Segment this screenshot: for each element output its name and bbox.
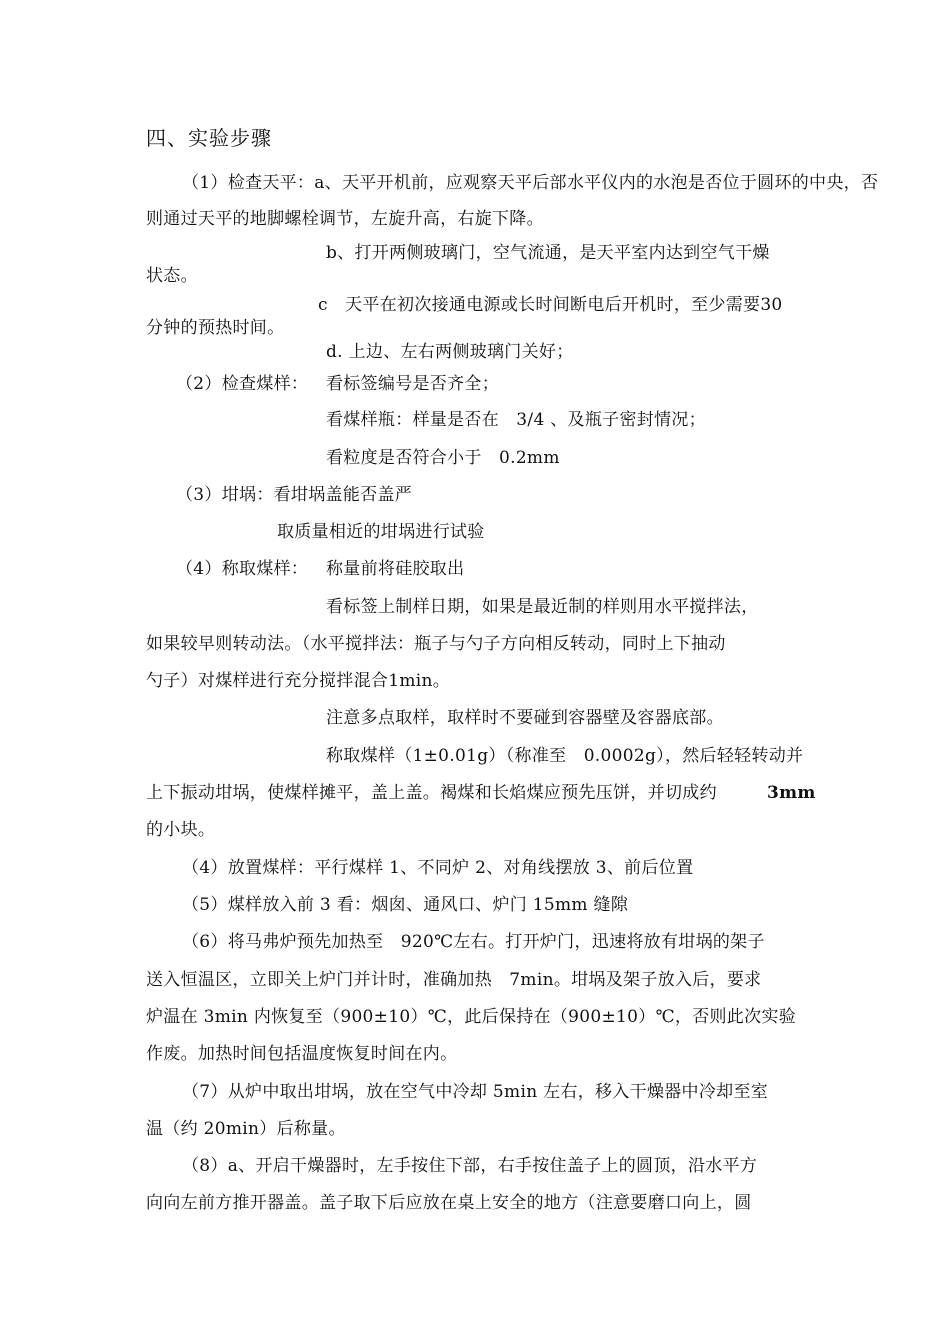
text-line: 炉温在 3min 内恢复至（900±10）℃，此后保持在（900±10）℃，否则此次实验 bbox=[146, 1007, 797, 1027]
text-line: b、打开两侧玻璃门，空气流通，是天平室内达到空气干燥 bbox=[326, 243, 770, 263]
text-line: （2）检查煤样： bbox=[176, 374, 309, 394]
text-line: 温（约 20min）后称量。 bbox=[146, 1119, 346, 1139]
text-line: （3）坩埚：看坩埚盖能否盖严 bbox=[176, 485, 413, 505]
text-line: d. 上边、左右两侧玻璃门关好； bbox=[326, 342, 574, 362]
text-line: 注意多点取样，取样时不要碰到容器壁及容器底部。 bbox=[326, 708, 724, 728]
text-line: 看煤样瓶：样量是否在 3/4 、及瓶子密封情况； bbox=[326, 410, 706, 430]
text-line: 看标签上制样日期，如果是最近制的样则用水平搅拌法， bbox=[326, 597, 759, 617]
text-line: （1）检查天平：a、天平开机前，应观察天平后部水平仪内的水泡是否位于圆环的中央，否 bbox=[182, 173, 879, 193]
text-line: 则通过天平的地脚螺栓调节，左旋升高，右旋下降。 bbox=[146, 209, 544, 229]
text-line: 看粒度是否符合小于 0.2mm bbox=[326, 448, 560, 468]
text-line: 称取煤样（1±0.01g）（称准至 0.0002g），然后轻轻转动并 bbox=[326, 746, 804, 766]
text-line: 送入恒温区，立即关上炉门并计时，准确加热 7min。坩埚及架子放入后，要求 bbox=[146, 970, 762, 990]
text-line: （7）从炉中取出坩埚，放在空气中冷却 5min 左右，移入干燥器中冷却至室 bbox=[182, 1082, 769, 1102]
text-line: 状态。 bbox=[146, 266, 198, 286]
text-line: 上下振动坩埚，使煤样摊平，盖上盖。褐煤和长焰煤应预先压饼，并切成约 bbox=[146, 783, 717, 803]
text-line: （6）将马弗炉预先加热至 920℃左右。打开炉门，迅速将放有坩埚的架子 bbox=[182, 932, 765, 952]
text-line: （4）称取煤样： bbox=[176, 559, 309, 579]
text-line: 看标签编号是否齐全； bbox=[326, 374, 499, 394]
text-line: c 天平在初次接通电源或长时间断电后开机时，至少需要30 bbox=[318, 295, 783, 315]
bold-measure: 3mm bbox=[767, 783, 816, 803]
text-line: 称量前将硅胶取出 bbox=[326, 559, 465, 579]
text-line: （8）a、开启干燥器时，左手按住下部，右手按住盖子上的圆顶，沿水平方 bbox=[182, 1156, 758, 1176]
text-line: 向向左前方推开器盖。盖子取下后应放在桌上安全的地方（注意要磨口向上，圆 bbox=[146, 1193, 752, 1213]
section-heading: 四、实验步骤 bbox=[146, 126, 272, 150]
text-line: 的小块。 bbox=[146, 820, 216, 840]
text-line: （5）煤样放入前 3 看：烟囱、通风口、炉门 15mm 缝隙 bbox=[182, 895, 629, 915]
text-line: 作废。加热时间包括温度恢复时间在内。 bbox=[146, 1044, 458, 1064]
text-line: 如果较早则转动法。（水平搅拌法：瓶子与勺子方向相反转动，同时上下抽动 bbox=[146, 634, 726, 654]
text-line: 勺子）对煤样进行充分搅拌混合1min。 bbox=[146, 671, 451, 691]
text-line: 分钟的预热时间。 bbox=[146, 318, 285, 338]
text-line: （4）放置煤样：平行煤样 1、不同炉 2、对角线摆放 3、前后位置 bbox=[182, 858, 694, 878]
text-line: 取质量相近的坩埚进行试验 bbox=[277, 522, 485, 542]
